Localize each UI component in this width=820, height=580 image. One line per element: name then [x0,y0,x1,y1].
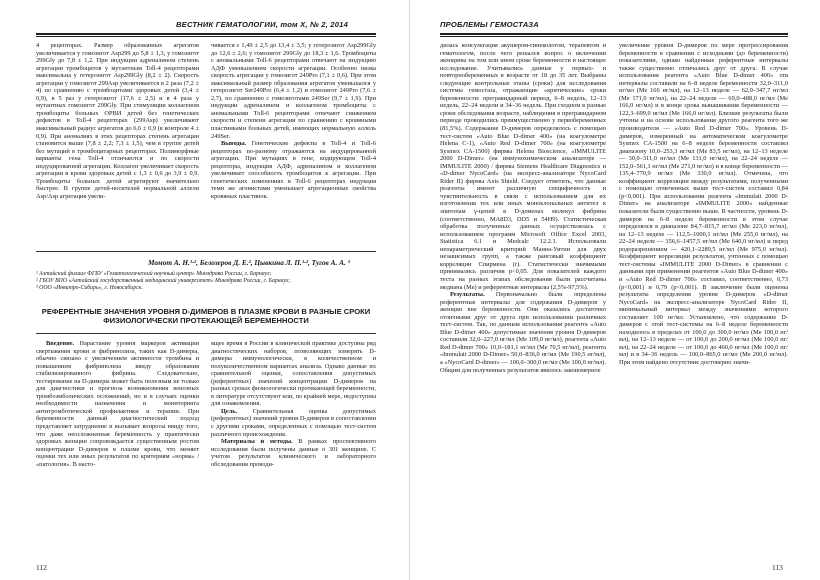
intro-text: Нарастание уровня маркеров активации свертывания крови и фибринолиза, таких как D-димеры, обычно связано с увеличением активности тромбина и повышением фибринолиза ввиду образования стабилизированного фибрина. Следовательно, тестирование на D-димеры может быть полезным не только для диагностики и прогноза возникновения венозных тромбоэмболических осложнений, но и в случаях оценки необходимости назначения и мониторинга антитромботической профилактики и терапии. При беременности данный диагностический подход представляет затруднение и вызывает вопросы ввиду того, что даже неосложненная беременность у практически здоровых женщин сопровождается существенным ростом концентрации D-димеров в плазме крови, что меняет оценки тех или иных результатов по критериям «норма» / «патология». В насто- [36,340,199,468]
paragraph: увеличение уровня D-димеров по мере прогрессирования беременности в сравнении с исходными (до беременности) показателями, однако найденные референтные интервалы также существенно отличались друг от друга. В случае использования реагента «Auto Blue D-dimer 400» эти интервалы составили на 6–8 неделе беременности 32,0–311,0 нг/мл (Me 166 нг/мл), на 12–13 неделе — 62,0–347,7 нг/мл (Me 171,0 нг/мл), на 22–24 неделе — 69,0–488,0 нг/мл (Me 166,0 нг/мл) и в конце срока вынашивания беременности — 122,3–699,0 нг/мл (Me 166,0 нг/мл). Близкие результаты были учтены и на основе использования другого реагента того же производителя — «Auto Red D-dimer 700». Уровень D-димеров, измеренный на автоматическом коагулометре Sysmex CA-1500 на 6–8 неделе беременности составлял диапазону 10,0–253,3 нг/мл (Me 83,5 нг/мл), на 12–13 неделе — 30,0–311,0 нг/мл (Me 131,0 нг/мл), на 22–24 неделе — 152,0–561,1 нг/мл (Me 271,0 нг/мл) и в конце беременности — 135,4–770,9 нг/мл (Me 330,0 нг/мл). Отмечена, что коэффициент корреляции между результатами, полученными с помощью отмеченных выше тест-систем составил 0,84 (р<0,001). При использовании реагента «Immulait 2000 D-Dimer» на анализаторе «IMMULITE 2000» найденные показатели были существенно выше. В частности, уровень D-димеров на 6–8 неделе беременности в этом случае определялся в диапазоне 84,7–815,7 нг/мл (Me 223,0 нг/мл), на 12–13 неделе — 112,5–1000,1 нг/мл (Me 255,0 нг/мл), на 22–24 неделе — 356,6–1457,5 нг/мл (Me 640,0 нг/мл) и перед родоразрешением — 420,1–2289,5 нг/мл (Me 975,0 нг/мл). Коэффициент корреляции результатов, учтенных с помощью тест-системы «IMMULITE 2000 D-Dimer» в сравнении с данными при применении реагентов «Auto Blue D-dimer 400» и «Auto Red D-dimer 700» составил, соответственно, 0,73 (р<0,001) и 0,79 (р<0,001). В заключение были оценены результаты определения уровня D-димеров «D-dimer NycoCard» на экспресс-анализаторе NycoCard Rider II, минимальный интервал между значениями которого составляет 100 нг/мл. Установлено, что содержание D-димеров с этой тест-системы на 6–8 неделе беременности находилось в пределах от 100,0 до 300,0 нг/мл (Me 100,0 нг/мл), на 12–13 неделе — от 100,0 до 200,0 нг/мл (Me 100,0 нг/мл), на 22–24 неделе — от 100,0 до 460,0 нг/мл (Me 100,0 нг/мл) и в 34–36 недель — 100,0–865,0 нг/мл (Me 200,0 нг/мл). При этом найдено отсутствие достоверно значи- [619,42,788,366]
paragraph: дилась консультация акушером-гинекологом, терапевтом и гематологом, после чего решался вопрос о включении женщины на том или ином сроке беременности в настоящее исследование. Учитывались данные у первых- и повторнобеременных в возрасте от 18 до 35 лет. Выбраны следующие контрольные этапы (сроки) для исследования системы гемостаза, отражающие «критические» сроки беременности: прегравидарный период, 6–8 недель, 12–13 недель, 22–24 недели и 34–36 недель. При сходном в разные сроки обследования возрасте, наблюдения в прегравидарном периоде проводились преимущественно у первобеременных (81,5%). Содержание D-димеров определялось с помощью тест-систем «Auto Blue D-dimer 400» (на коагулометре Helena С-1), «Auto Red D-dimer 700» (на коагулометре Sysmex CA-1500) фирмы Helena Bioscience, «IMMULITE 2000 D-Dimer» (на иммунохимическом анализаторе — IMMULITE 2000) / фирмы Siemens Healthcare Diagnostics и «D-dimer NycoCard» (на экспресс-анализаторе NycoCard Rider II) фирмы Axis Shield. Следует отметить, что данные реагенты имеют различную специфичность и чувствительность в связи с использованием для их изготовления тех или иных моноклональных антител к эпитопам γ-цепей в D-доменах молекул фибрина (соответственно, MA8D3, DD5 и 54H9). Статистическая обработка полученных данных осуществлялась с использованием программ Microsoft Office Excel 2003, Statistica 6.1 и Medcalc 12.2.1. Использовали непараметрический критерий Манна-Уитни для двух независимых групп, а также ранговый коэффициент корреляции Спирмена (r). Статистически значимыми принимались различия р<0,05. Для показателей каждого теста на разных этапах обследования были рассчитаны медиана (Me) и референтные интервалы (2,5%-97,5%). [440,42,606,291]
conclusions-heading: Выводы. [221,140,247,148]
paragraph: чивается с 1,49 ± 2,5 до 13,4 ± 3,5; у гетерозигот Asp299Gly до 12,6 ± 2,6; у гомозигот 299Gly до 18,3 ± 1,6. Тромбоциты с аномальными Toll-6 рецепторами отвечают на индукцию АДФ уменьшением скорости агрегации. Особенно низка скорость агрегации у гомозигот 249Pro (7,1 ± 0,6). При этом максимальный размер образования агрегатов уменьшался у гетерозигот Ser249Pro (6,4 ± 1,2) и гомозигот 249Pro (7,6 ± 2,7), по сравнению с гомозиготами 249Ser (9,7 ± 1,9). При индукции адреналином и коллагеном тромбоциты с аномальными Toll-6 рецепторами отвечают снижением скорости и степени агрегации по сравнению с кровяными пластинками больных детей, имеющих нормальную аллель 249Ser. [211,42,376,140]
running-head-journal: ВЕСТНИК ГЕМАТОЛОГИИ, том Х, № 2, 2014 [176,20,348,29]
aim-heading: Цель. [221,407,238,415]
affiliation: ¹ Алтайский филиал ФГБУ «Гематологический научный центр» Минздрава России, г. Барнаул; [36,271,272,277]
column-left [440,42,606,554]
article-title: РЕФЕРЕНТНЫЕ ЗНАЧЕНИЯ УРОВНЯ D-ДИМЕРОВ В ПЛАЗМЕ КРОВИ В РАЗНЫЕ СРОКИ ФИЗИОЛОГИЧЕСКИ ПРОТЕКАЮЩЕЙ БЕРЕМЕННОСТИ [41,307,371,326]
methods-heading: Материалы и методы. [221,438,293,446]
affiliation: ³ ООО «Инвитро-Сибирь», г. Новосибирск. [36,285,143,292]
header-rule [36,33,376,35]
right-page [410,0,820,580]
paragraph: ящее время в России в клинической практике доступны ряд диагностических наборов, позволяющих измерять D-димеры иммунологически, в количественном и полуколичественном вариантах анализа. Однако данные их сравнительной оценки, сопоставления допустимых (референтных) значений концентрации D-димеров на разных сроках физиологически протекающей беременности, в литературе отсутствуют или, по крайней мере, недоступны для ознакомления. [211,340,376,408]
affiliation: ² ГБОУ ВПО «Алтайский государственный медицинский университет» Минздрава России, г. Барнаул; [36,278,291,285]
column-bottom-left [36,340,199,552]
page-number: 112 [36,563,47,572]
conclusions-text: Генетические дефекты в Toll-4 и Toll-6 рецепторах по-разному отражаются на индуцированной агрегации. При мутациях в гене, кодирующем Toll-4 рецепторы, индукция АДФ, адреналином и коллагеном увеличивает способность тромбоцитов к агрегации. При генетических изменениях в Toll-6 рецепторах индукция теми же агонистами уменьшает агрегационные свойства кровяных пластинок. [211,140,376,200]
column-top-left [36,42,199,242]
column-top-right [211,42,376,242]
authors: Момот А. Н.¹·², Белозеров Д. Е.², Цывкина Л. П.¹·², Тугов А. А. ³ [148,258,350,267]
results-text: Первоначально были определены референтные интервалы для содержания D-димеров у женщин вне беременности. Они оказались достаточно отличными друг от друга при использовании различных тест-систем. Так, по данным использования реагента «Auto Blue D-dimer 400» допустимые значения уровня D-димеров составили 32,0–227,0 нг/мл (Me 109,0 нг/мл), реагента «Auto Red D-dimer 700» 10,0–181,1 нг/мл (Me 70,5 нг/мл), реагента «Immulait 2000 D-Dimer» 50,0–836,0 нг/мл (Me 190,5 нг/мл), а «NycoCard D-dimer» — 100,0–300,0 нг/мл (Me 100,0 нг/мл). Общим для полученных результатов явилось закономерное [440,291,606,374]
intro-heading: Введение. [46,340,75,347]
paragraph: 4 рецепторах. Размер образованных агрегатов увеличивается у гомозигот Asp299 до 5,8 ± 1,3, у гомозигот 299Gly до 7,8 ± 1,2. При индукции адреналином степень агрегации тромбоцитов у мутантным Toll-4 рецепторами максимальна у гетерозигот Asp299Gly (8,2 ± 2). Скорость агрегации у гомозигот 299Asp увеличивается в 2 раза (7,2 ± 4) по сравнению с тромбоцитами здоровых детей (3,4 ± 0,9), в 5 раз у гетерозигот (17,6 ± 2,5) и в 4 раза у мутантных гомозигот 299Gly. При стимуляции коллагеном тромбоциты больных ОРВИ детей без генетических дефектов в Toll-4 рецепторах (299Asp) увеличивают максимальный радиус агрегатов до 6,6 ± 0,9 (в контроле 4 ± 0,9). При аномалиях в этих рецепторах степень агрегации становится выше (7,8 ± 2,2; 7,3 ± 1,5), чем в группе детей без мутаций в тромбоцитарных рецепторах. Полиморфные варианты гена Toll-4 отличаются и по скорости индуцированной агрегации. Коллаген увеличивает скорость агрегации в крови здоровых детей с 1,3 ± 0,6 до 3,9 ± 0,9. Тромбоциты больных детей агрегируют значительно быстрее. В группе детей-носителей нормальной аллели Asp/Asp агрегация увели- [36,42,199,200]
results-heading: Результаты. [450,291,485,299]
article-separator [36,251,376,252]
header-rule-thin [440,36,788,37]
methods-text: В рамках проспективного исследования были получены данные о 301 женщине. С учетом результатов клинического и лабораторного обследования проводи- [211,438,376,468]
column-bottom-right [211,340,376,552]
header-rule-thin [36,36,376,37]
page-number: 113 [772,563,783,572]
title-underline [36,333,376,334]
aim-text: Сравнительная оценка допустимых (референтных) значений уровня D-димеров в сопоставлении с другими сроками, определенных с помощью тест-систем различного происхождения. [211,407,376,438]
column-right [619,42,788,554]
running-head-section: ПРОБЛЕМЫ ГЕМОСТАЗА [440,20,539,29]
header-rule [440,33,788,35]
affiliations [36,271,376,292]
